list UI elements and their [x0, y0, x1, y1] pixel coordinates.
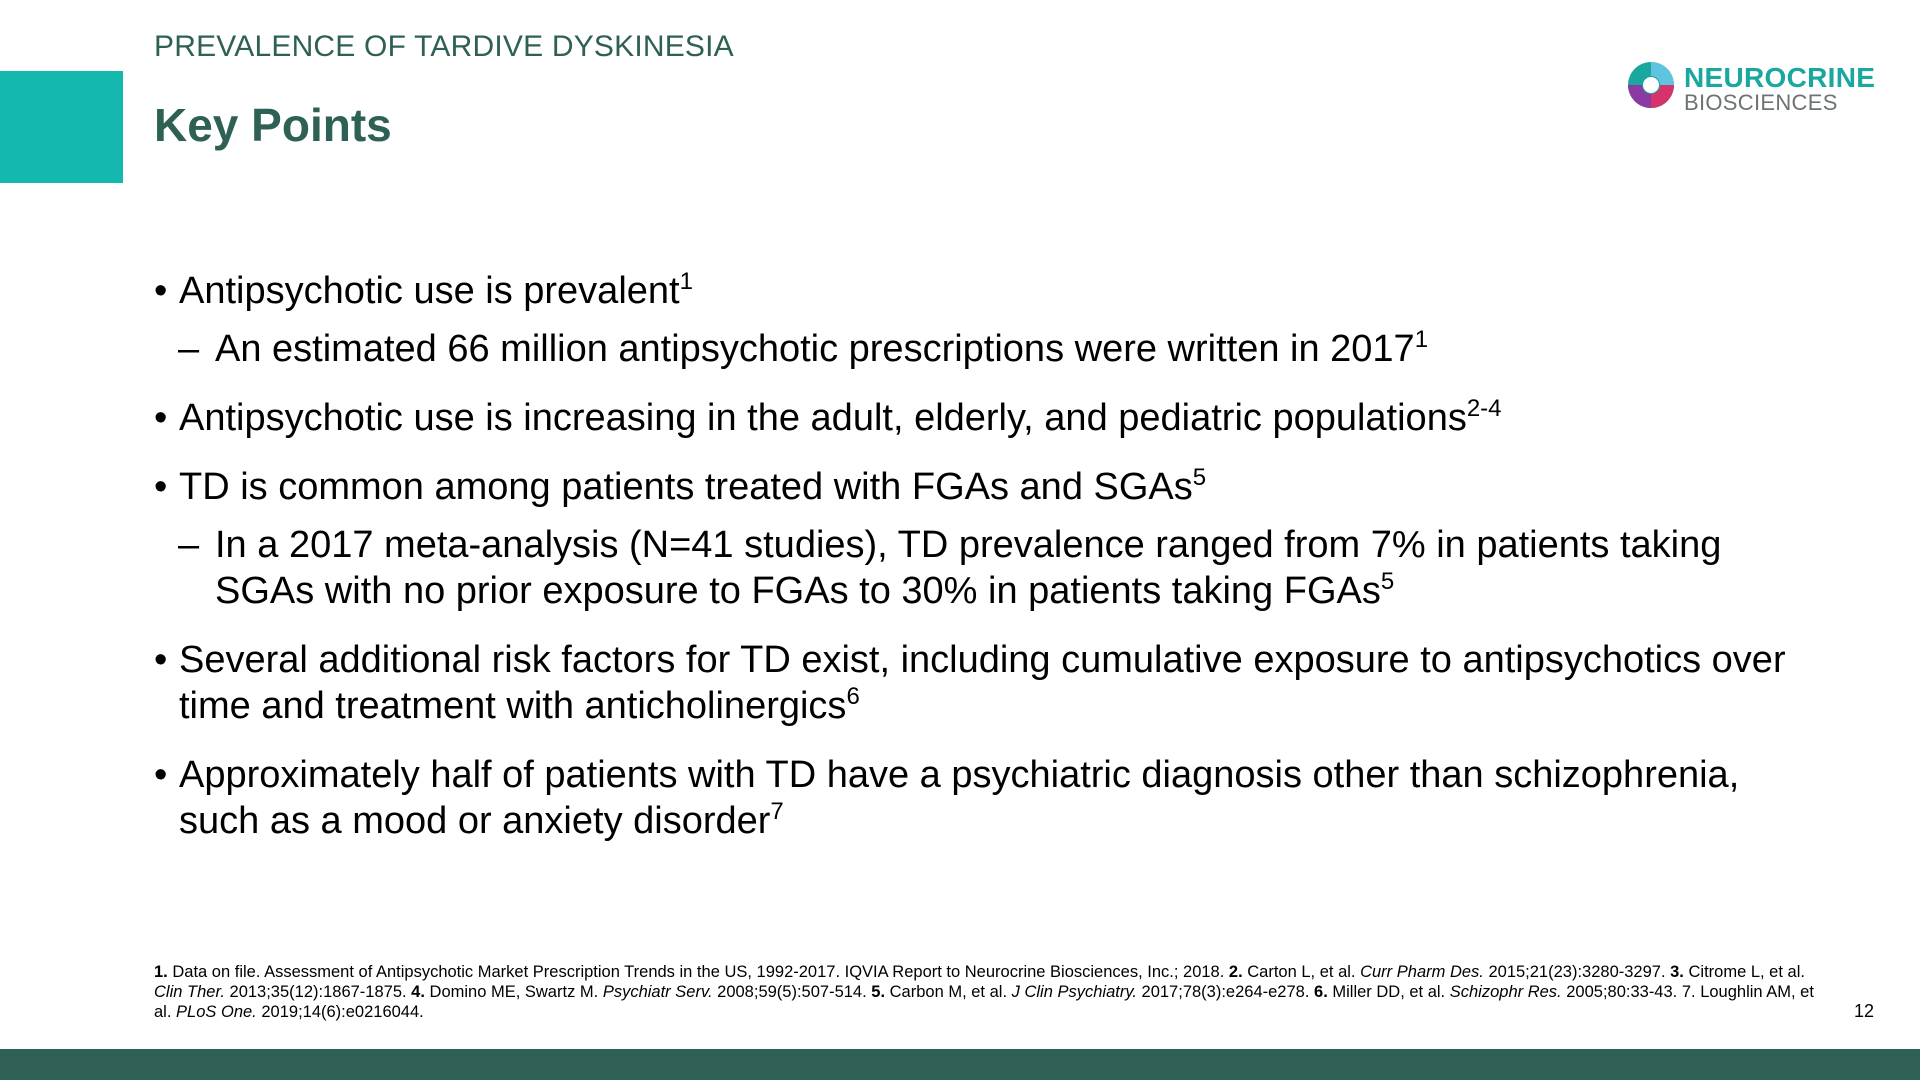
logo-name-line2: BIOSCIENCES — [1684, 90, 1838, 115]
bullet-text: Antipsychotic use is increasing in the adult, elderly, and pediatric populations — [179, 397, 1467, 439]
bullet-text: Antipsychotic use is prevalent — [179, 270, 680, 312]
bullet-item — [154, 395, 1814, 441]
bullet-item — [154, 752, 1814, 844]
reference-cite: 2019;14(6):e0216044. — [261, 1003, 424, 1021]
citation-superscript: 6 — [846, 683, 860, 710]
citation-superscript: 1 — [1414, 326, 1429, 353]
reference-journal: Psychiatr Serv. — [602, 983, 713, 1001]
key-points-list — [154, 268, 1814, 844]
bullet-mark: • — [154, 466, 168, 508]
bullet-item — [154, 464, 1814, 510]
logo-name-line1: NEUROCRINE — [1684, 62, 1876, 93]
citation-superscript: 7 — [770, 798, 784, 825]
reference-cite: 2005;80:33-43. — [1566, 983, 1678, 1001]
reference-cite: 2008;59(5):507-514. — [717, 983, 867, 1001]
reference-text: Carbon M, et al. — [889, 983, 1008, 1001]
bullet-mark: • — [154, 754, 168, 796]
bullet-text: TD is common among patients treated with FGAs and SGAs — [179, 466, 1193, 508]
citation-superscript: 2-4 — [1466, 395, 1502, 422]
reference-cite: 2015;21(23):3280-3297. — [1488, 963, 1666, 981]
swirl-logo-icon — [1626, 60, 1676, 110]
slide-title: Key Points — [154, 99, 392, 151]
reference-journal: PLoS One. — [176, 1003, 257, 1021]
reference-number: 4. — [411, 983, 425, 1001]
bullet-mark: • — [154, 639, 168, 681]
citation-superscript: 5 — [1380, 568, 1395, 595]
reference-text: Domino ME, Swartz M. — [429, 983, 599, 1001]
citation-superscript: 5 — [1192, 464, 1207, 491]
bullet-text: Several additional risk factors for TD exist, including cumulative exposure to antipsychotics over time and treatment with anticholinergics — [179, 639, 1786, 727]
reference-text: Loughlin AM, et al. — [154, 983, 1814, 1021]
bullet-mark: • — [154, 270, 168, 312]
sub-bullet-item — [154, 522, 1814, 614]
reference-text: Carton L, et al. — [1247, 963, 1356, 981]
citation-superscript: 1 — [679, 268, 693, 295]
references — [154, 962, 1814, 1022]
sub-bullet-mark: – — [178, 524, 200, 566]
reference-journal: Schizophr Res. — [1449, 983, 1562, 1001]
sub-bullet-mark: – — [178, 328, 200, 370]
page-number: 12 — [1854, 1001, 1875, 1021]
reference-text: Miller DD, et al. — [1332, 983, 1446, 1001]
bullet-mark: • — [154, 397, 168, 439]
footer-bar — [0, 1049, 1920, 1080]
sub-bullet-text: An estimated 66 million antipsychotic prescriptions were written in 2017 — [215, 328, 1415, 370]
reference-number: 6. — [1314, 983, 1328, 1001]
reference-cite: 2017;78(3):e264-e278. — [1141, 983, 1310, 1001]
reference-number: 1. — [154, 963, 168, 981]
reference-number: 3. — [1670, 963, 1684, 981]
bullet-item — [154, 268, 1814, 314]
sub-bullet-item — [154, 326, 1814, 372]
bullet-text: Approximately half of patients with TD have a psychiatric diagnosis other than schizophrenia, such as a mood or anxiety disorder — [179, 754, 1740, 842]
reference-journal: Clin Ther. — [154, 983, 225, 1001]
reference-journal: Curr Pharm Des. — [1360, 963, 1484, 981]
reference-number: 5. — [871, 983, 886, 1001]
section-label: PREVALENCE OF TARDIVE DYSKINESIA — [154, 30, 734, 63]
reference-cite: 2013;35(12):1867-1875. — [229, 983, 407, 1001]
neurocrine-logo — [1626, 60, 1892, 116]
sub-bullet-text: In a 2017 meta-analysis (N=41 studies), TD prevalence ranged from 7% in patients taking SGAs with no prior exposure to FGAs to 30% in patients taking FGAs — [215, 524, 1722, 612]
reference-text: Citrome L, et al. — [1688, 963, 1805, 981]
accent-block — [0, 71, 123, 183]
reference-number: 7. — [1681, 983, 1696, 1001]
reference-number: 2. — [1228, 963, 1243, 981]
reference-text: Data on file. Assessment of Antipsychotic Market Prescription Trends in the US, 1992-2017. IQVIA Report to Neurocrine Biosciences, Inc.; 2018. — [172, 963, 1225, 981]
reference-journal: J Clin Psychiatry. — [1011, 983, 1137, 1001]
bullet-item — [154, 637, 1814, 729]
